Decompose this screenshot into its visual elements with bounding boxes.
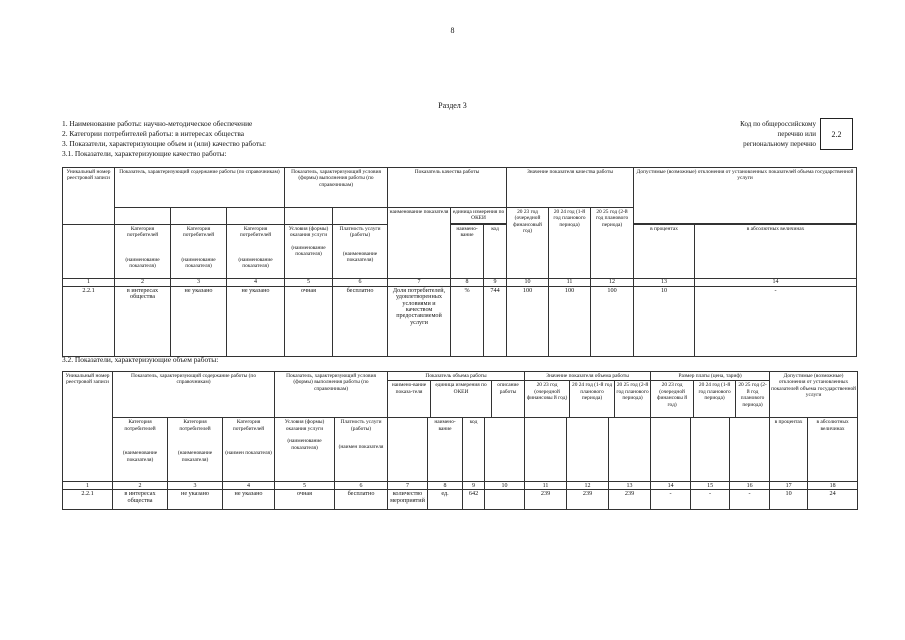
col-number: 6 [335, 482, 388, 490]
volume-table [62, 371, 858, 510]
v-code: код [463, 418, 485, 482]
col-number: 1 [63, 482, 113, 490]
code-label-2: перечню или [777, 130, 816, 138]
q-data-row [63, 286, 857, 356]
v-h-f1: 20 23 год (очередной финансовы й год) [651, 381, 694, 417]
registry-code-box: 2.2 [820, 118, 853, 150]
v-cell: бесплатно [335, 490, 388, 510]
q-h-content: Показатель, характеризующий содержание работы (по справочникам) [115, 168, 285, 208]
q-h-quality-value: Значение показателя качества работы [507, 168, 634, 208]
v-h-y3: 20 25 год (2-й год планового периода) [616, 382, 649, 402]
q-cell: 2.2.1 [63, 286, 115, 356]
v-number-row [63, 482, 858, 490]
volume-indicators-title: 3.2. Показатели, характеризующие объем работы: [62, 355, 219, 364]
col-number: 3 [171, 278, 227, 286]
code-label-3: региональному перечню [743, 140, 816, 148]
q-cell: бесплатно [333, 286, 388, 356]
q-cat2: Категория потребителей (наименование показателя) [171, 224, 227, 278]
v-cell: - [691, 490, 730, 510]
col-number: 11 [549, 278, 591, 286]
v-h-deviation: Допустимые (возможные) отклонения от установленных показателей объема государственной услуги [770, 372, 858, 418]
quality-indicators-title: 3.1. Показатели, характеризующие качество работы: [62, 149, 227, 158]
col-number: 11 [525, 482, 567, 490]
col-number: 8 [428, 482, 463, 490]
col-number: 14 [651, 482, 691, 490]
col-number: 3 [168, 482, 223, 490]
v-cell: не указано [223, 490, 275, 510]
v-cell: 24 [808, 490, 858, 510]
col-number: 2 [115, 278, 171, 286]
q-cell: 100 [549, 286, 591, 356]
v-h-unique: Уникальный номер реестровой записи [63, 372, 113, 482]
v-h-name: наимено-вание показа-теля [388, 381, 431, 417]
v-cell: 239 [525, 490, 567, 510]
v-h-content: Показатель, характеризующий содержание работы (по справочникам) [113, 372, 275, 418]
q-h-quality: Показатель качества работы [388, 168, 507, 208]
v-cell: 2.2.1 [63, 490, 113, 510]
code-label-1: Код по общероссийскому [740, 120, 816, 128]
consumer-category-line: 2. Категории потребителей работы: в интересах общества [62, 129, 244, 138]
col-number: 13 [609, 482, 651, 490]
v-h-volume: Показатель объема работы наимено-вание показа-теля единица измерения по ОКЕИ описание работы [388, 372, 525, 418]
v-data-row [63, 490, 858, 510]
v-h-unit: единица измерения по ОКЕИ [431, 381, 492, 417]
v-h-y1: 20 23 год (очередной финансовы й год) [525, 381, 570, 417]
q-cell: очная [285, 286, 333, 356]
v-cell: 642 [463, 490, 485, 510]
v-cell: количество мероприятий [388, 490, 428, 510]
v-h-y2: 20 24 год (1-й год планового периода) [570, 381, 615, 417]
q-cond: Условия (формы) оказания услуги (наименование показателя) [285, 224, 333, 278]
quality-table [62, 167, 857, 357]
q-cat1: Категория потребителей (наименование показателя) [115, 224, 171, 278]
col-number: 17 [770, 482, 808, 490]
col-number: 7 [388, 278, 451, 286]
q-h-unique: Уникальный номер реестровой записи [63, 168, 115, 225]
q-cell: 744 [484, 286, 507, 356]
v-cell [485, 490, 525, 510]
q-cell: в интересах общества [115, 286, 171, 356]
v-cell: не указано [168, 490, 223, 510]
q-h-conditions: Показатель, характеризующий условия (формы) выполнения работы (по справочникам) [285, 168, 388, 208]
indicators-line: 3. Показатели, характеризующие объем и (или) качество работы: [62, 139, 267, 148]
v-cell: 239 [567, 490, 609, 510]
col-number: 6 [333, 278, 388, 286]
page-number: 8 [450, 26, 455, 35]
v-cell: 239 [609, 490, 651, 510]
q-cell: % [451, 286, 484, 356]
work-name-line: 1. Наименование работы: научно-методическое обеспечение [62, 119, 253, 128]
col-number: 5 [275, 482, 335, 490]
v-cat2: Категория потребителей (наименование показателя) [168, 418, 223, 482]
col-number: 2 [113, 482, 168, 490]
q-number-row [63, 278, 857, 286]
col-number: 4 [223, 482, 275, 490]
v-h-f3: 20 25 год (2-й год планового периода) [738, 382, 767, 408]
q-h-unit: единица измерения по ОКЕИ [451, 208, 507, 224]
v-h-volume-value: Значение показателя объема работы 20 23 год (очередной финансовы й год) 20 24 год (1-й год планового периода) 20 25 год (2-й год планового периода) [525, 372, 651, 418]
v-h-fee: Размер платы (цена, тариф) 20 23 год (очередной финансовы й год) 20 24 год (1-й год планового периода) 20 25 год (2-й год планового периода) [651, 372, 770, 418]
q-percent: в процентах [634, 224, 695, 278]
v-h-f2: 20 24 год (1-й год планового периода) [694, 381, 736, 417]
q-cell: не указано [227, 286, 285, 356]
col-number: 12 [591, 278, 634, 286]
q-cell: 10 [634, 286, 695, 356]
v-cat1: Категория потребителей (наименование показателя) [113, 418, 168, 482]
v-cell: 10 [770, 490, 808, 510]
v-percent: в процентах [770, 418, 808, 482]
v-cell: очная [275, 490, 335, 510]
col-number: 10 [507, 278, 549, 286]
v-unit-name: наимено-вание [428, 418, 463, 482]
q-code: код [484, 224, 507, 278]
v-cell: - [730, 490, 770, 510]
section-title: Раздел 3 [438, 101, 467, 110]
col-number: 12 [567, 482, 609, 490]
col-number: 10 [485, 482, 525, 490]
v-cell: в интересах общества [113, 490, 168, 510]
v-cell: - [651, 490, 691, 510]
col-number: 16 [730, 482, 770, 490]
col-number: 15 [691, 482, 730, 490]
q-h-year1: 20 23 год (очередной финансовый год) [507, 208, 549, 279]
col-number: 8 [451, 278, 484, 286]
q-h-year2: 20 24 год (1-й год планового периода) [549, 208, 591, 279]
v-cell: ед. [428, 490, 463, 510]
q-h-name: наименование показателя [388, 208, 451, 279]
q-absolute: в абсолютных величинах [695, 224, 857, 278]
q-cell: 100 [507, 286, 549, 356]
q-cell: Доля потребителей, удовлетворенных условиями и качеством предоставляемой услуги [388, 286, 451, 356]
q-cell: не указано [171, 286, 227, 356]
q-cell: - [695, 286, 857, 356]
q-h-year3: 20 25 год (2-й год планового периода) [591, 208, 634, 279]
col-number: 4 [227, 278, 285, 286]
col-number: 9 [463, 482, 485, 490]
q-cell: 100 [591, 286, 634, 356]
q-h-deviation: Допустимые (возможные) отклонения от установленных показателей объема государственной услуги [634, 168, 857, 224]
col-number: 14 [695, 278, 857, 286]
col-number: 7 [388, 482, 428, 490]
v-pay: Платность услуги (работы) (наимен показателя [335, 418, 388, 482]
col-number: 1 [63, 278, 115, 286]
q-unit-name: наимено-вание [451, 224, 484, 278]
v-h-desc: описание работы [497, 382, 519, 395]
v-absolute: в абсолютных величинах [808, 418, 858, 482]
col-number: 13 [634, 278, 695, 286]
q-cat3: Категория потребителей (наименование показателя) [227, 224, 285, 278]
col-number: 5 [285, 278, 333, 286]
v-cond: Условия (формы) оказания услуги (наименование показателя) [275, 418, 335, 482]
q-pay: Платность услуги (работы) (наименование показателя) [333, 224, 388, 278]
col-number: 18 [808, 482, 858, 490]
v-h-conditions: Показатель, характеризующий условия (формы) выполнения работы (по справочникам) [275, 372, 388, 418]
v-cat3: Категория потребителей (наимен показателя) [223, 418, 275, 482]
col-number: 9 [484, 278, 507, 286]
